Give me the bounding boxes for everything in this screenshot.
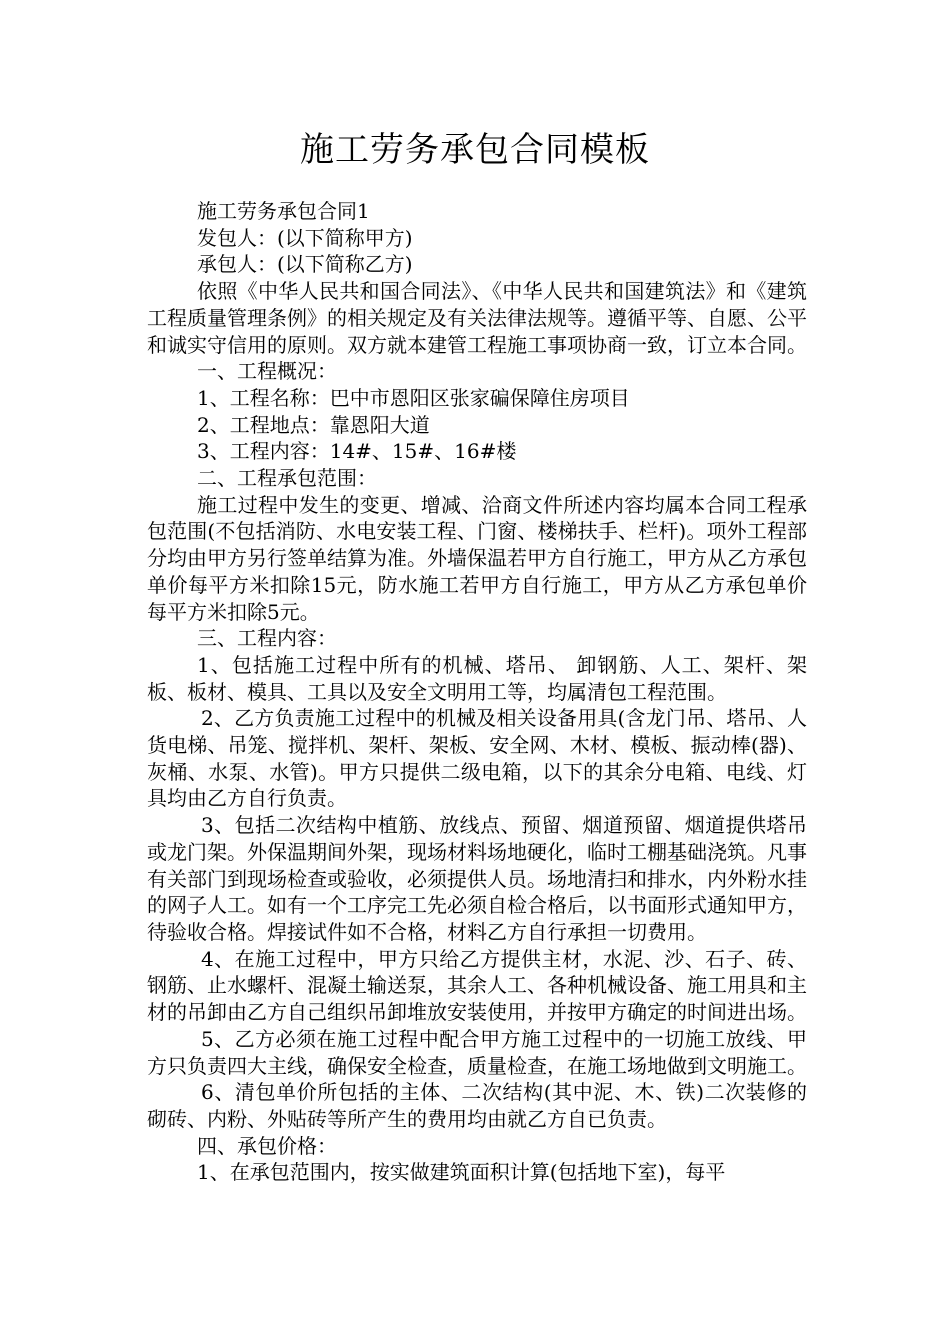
section-heading-content: 三、工程内容： <box>197 626 337 651</box>
scope-paragraph: 施工过程中发生的变更、增减、洽商文件所述内容均属本合同工程承包范围(不包括消防、水电安装工程、门窗、楼梯扶手、栏杆)。项外工程部分均由甲方另行签单结算为准。外墙保温若甲方自行施工，甲方从乙方承包单价每平方米扣除15元，防水施工若甲方自行施工，甲方从乙方承包单价每平方米扣除5元。 <box>147 492 807 624</box>
party-b-line: 承包人：(以下简称乙方) <box>197 252 413 277</box>
contract-heading: 施工劳务承包合同1 <box>197 199 370 223</box>
project-name-line: 1、工程名称：巴中市恩阳区张家碥保障住房项目 <box>197 385 630 410</box>
document-body <box>147 198 807 1186</box>
content-item-1: 1、包括施工过程中所有的机械、塔吊、 卸钢筋、人工、架杆、架板、板材、模具、工具以及安全文明用工等，均属清包工程范围。 <box>147 652 807 704</box>
section-heading-overview: 一、工程概况： <box>197 359 337 384</box>
content-item-5: 5、乙方必须在施工过程中配合甲方施工过程中的一切施工放线、甲方只负责四大主线，确保安全检查，质量检查，在施工场地做到文明施工。 <box>147 1026 807 1078</box>
preamble-paragraph: 依照《中华人民共和国合同法》、《中华人民共和国建筑法》和《建筑工程质量管理条例》的相关规定及有关法律法规等。遵循平等、自愿、公平和诚实守信用的原则。双方就本建管工程施工事项协商一致，订立本合同。 <box>147 279 807 357</box>
party-a-line: 发包人：(以下简称甲方) <box>197 225 413 250</box>
project-location-line: 2、工程地点：靠恩阳大道 <box>197 412 430 437</box>
content-item-3: 3、包括二次结构中植筋、放线点、预留、烟道预留、烟道提供塔吊或龙门架。外保温期间外架，现场材料场地硬化，临时工棚基础浇筑。凡事有关部门到现场检查或验收，必须提供人员。场地清扫和排水，内外粉水挂的网子人工。如有一个工序完工先必须自检合格后，以书面形式通知甲方，待验收合格。焊接试件如不合格，材料乙方自行承担一切费用。 <box>147 813 807 944</box>
content-item-4: 4、在施工过程中，甲方只给乙方提供主材，水泥、沙、石子、砖、钢筋、止水螺杆、混凝土输送泵，其余人工、各种机械设备、施工用具和主材的吊卸由乙方自己组织吊卸堆放安装使用，并按甲方确定的时间进出场。 <box>147 946 807 1025</box>
price-item-1: 1、在承包范围内，按实做建筑面积计算(包括地下室)，每平 <box>197 1160 726 1185</box>
section-heading-scope: 二、工程承包范围： <box>197 466 377 491</box>
project-content-line: 3、工程内容：14#、15#、16#楼 <box>197 439 517 464</box>
content-item-2: 2、乙方负责施工过程中的机械及相关设备用具(含龙门吊、塔吊、人货电梯、吊笼、搅拌机、架杆、架板、安全网、木材、模板、振动棒(器)、灰桶、水泵、水管)。甲方只提供二级电箱，以下的其余分电箱、电线、灯具均由乙方自行负责。 <box>147 706 807 811</box>
content-item-6: 6、清包单价所包括的主体、二次结构(其中泥、木、铁)二次装修的砌砖、内粉、外贴砖等所产生的费用均由就乙方自已负责。 <box>147 1080 807 1131</box>
document-title: 施工劳务承包合同模板 <box>300 130 650 170</box>
section-heading-price: 四、承包价格： <box>197 1133 337 1158</box>
